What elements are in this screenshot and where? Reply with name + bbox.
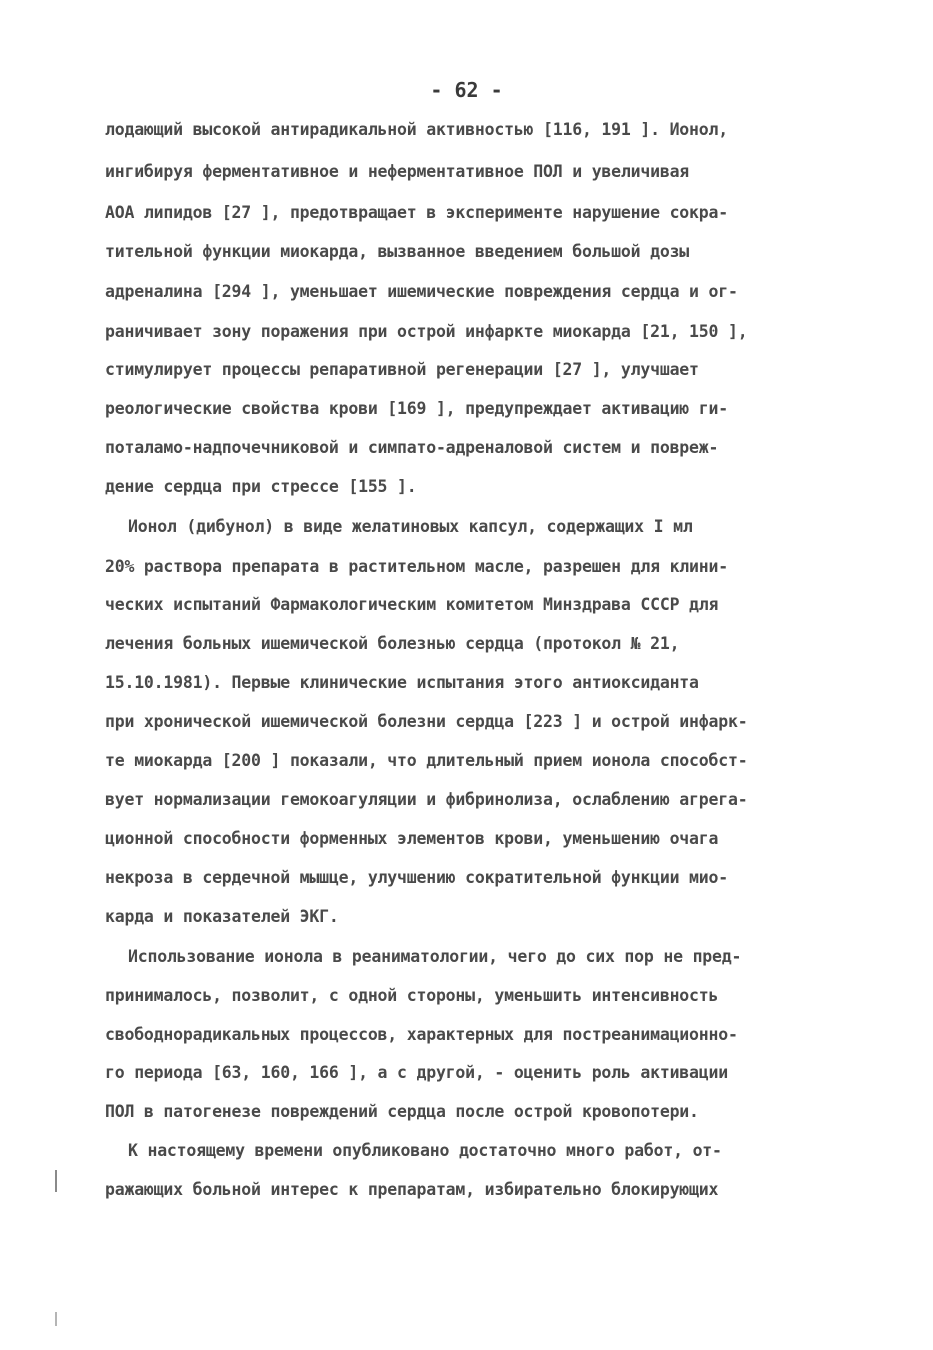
text-line: свободнорадикальных процессов, характерных для постреанимационно- xyxy=(105,1025,738,1044)
text-line: тительной функции миокарда, вызванное введением большой дозы xyxy=(105,242,690,261)
text-line: карда и показателей ЭКГ. xyxy=(105,907,339,926)
text-line: Ионол (дибунол) в виде желатиновых капсул, содержащих I мл xyxy=(128,517,693,536)
text-line: АОА липидов [27 ], предотвращает в эксперименте нарушение сокра- xyxy=(105,203,728,222)
text-line: 15.10.1981). Первые клинические испытания этого антиоксиданта xyxy=(105,673,699,692)
text-line: ционной способности форменных элементов крови, уменьшению очага xyxy=(105,829,719,848)
text-line: ингибируя ферментативное и неферментативное ПОЛ и увеличивая xyxy=(105,162,690,181)
text-line: вует нормализации гемокоагуляции и фибринолиза, ослаблению агрега- xyxy=(105,790,748,809)
text-line: ческих испытаний Фармакологическим комитетом Минздрава СССР для xyxy=(105,595,719,614)
text-line: поталамо-надпочечниковой и симпато-адреналовой систем и повреж- xyxy=(105,438,719,457)
text-line: дение сердца при стрессе [155 ]. xyxy=(105,477,417,496)
text-line: лечения больных ишемической болезнью сердца (протокол № 21, xyxy=(105,634,680,653)
text-line: раничивает зону поражения при острой инфаркте миокарда [21, 150 ], xyxy=(105,322,748,341)
text-line: реологические свойства крови [169 ], предупреждает активацию ги- xyxy=(105,399,728,418)
text-line: ПОЛ в патогенезе повреждений сердца после острой кровопотери. xyxy=(105,1102,699,1121)
text-line: те миокарда [200 ] показали, что длительный прием ионола способст- xyxy=(105,751,748,770)
text-line: К настоящему времени опубликовано достаточно много работ, от- xyxy=(128,1141,722,1160)
text-line: стимулирует процессы репаративной регенерации [27 ], улучшает xyxy=(105,360,699,379)
text-line: лодающий высокой антирадикальной активностью [116, 191 ]. Ионол, xyxy=(105,120,728,139)
text-line: Использование ионола в реаниматологии, чего до сих пор не пред- xyxy=(128,947,742,966)
text-line: ражающих больной интерес к препаратам, избирательно блокирующих xyxy=(105,1180,719,1199)
margin-scan-mark xyxy=(55,1312,57,1326)
text-line: некроза в сердечной мышце, улучшению сократительной функции мио- xyxy=(105,868,728,887)
text-line: 20% раствора препарата в растительном масле, разрешен для клини- xyxy=(105,557,728,576)
text-line: го периода [63, 160, 166 ], а с другой, - оценить роль активации xyxy=(105,1063,728,1082)
text-line: принималось, позволит, с одной стороны, уменьшить интенсивность xyxy=(105,986,719,1005)
margin-scan-mark xyxy=(55,1170,57,1192)
text-line: адреналина [294 ], уменьшает ишемические повреждения сердца и ог- xyxy=(105,282,738,301)
page-number: - 62 - xyxy=(430,78,503,102)
text-line: при хронической ишемической болезни сердца [223 ] и острой инфарк- xyxy=(105,712,748,731)
